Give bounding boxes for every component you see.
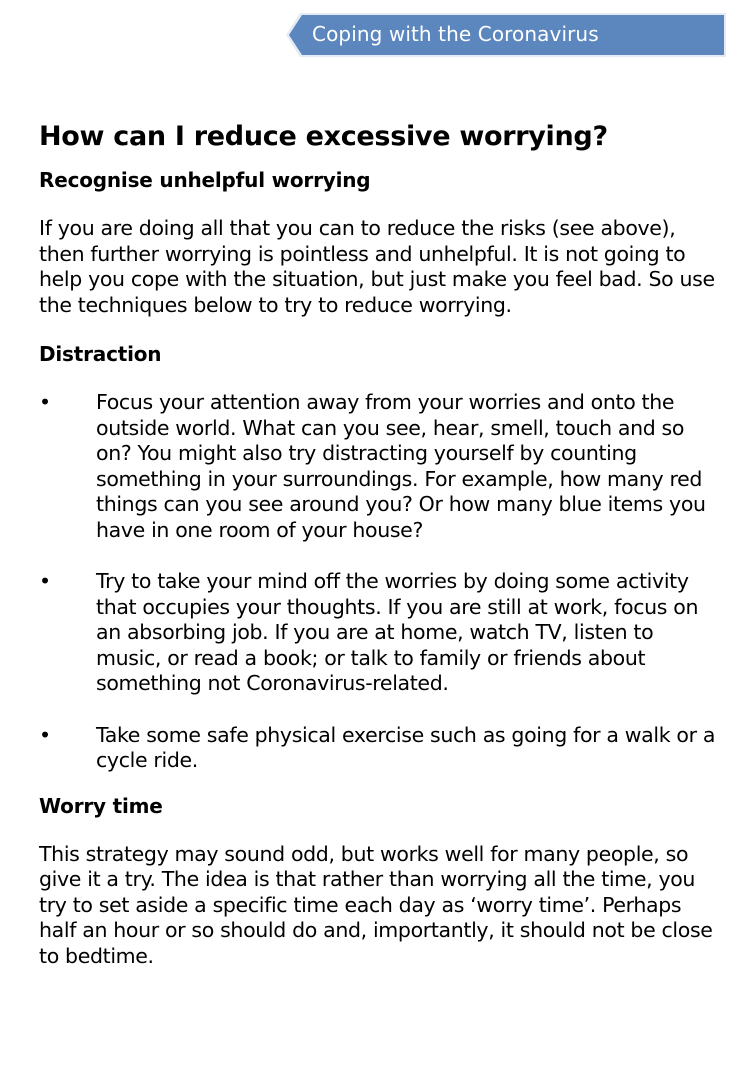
page-title: How can I reduce excessive worrying? [39, 121, 608, 152]
list-item-text: Focus your attention away from your worries and onto the outside world. What can you see, hear, smell, touch and so on? You might also try distracting yourself by counting something in your surroundings. For example, how many red things can you see around you? Or how many blue items you have in one room of your house? [96, 390, 706, 542]
list-item-text: Take some safe physical exercise such as going for a walk or a cycle ride. [96, 722, 716, 772]
bullet-icon: • [39, 722, 52, 747]
list-item-text: Try to take your mind off the worries by doing some activity that occupies your thoughts. If you are still at work, focus on an absorbing job. If you are at home, watch TV, listen to music, or read a book; or talk to family or friends about something not Coronavirus-related. [96, 569, 699, 695]
section-heading-worry-time: Worry time [39, 793, 163, 818]
paragraph-recognise: If you are doing all that you can to reduce the risks (see above), then further worrying is pointless and unhelpful. It is not going to help you cope with the situation, but just make you feel bad. So use the techniques below to try to reduce worrying. [39, 216, 715, 317]
list-item [39, 569, 721, 697]
list-item [39, 723, 721, 774]
section-heading-recognise: Recognise unhelpful worrying [39, 168, 371, 192]
distraction-list [39, 390, 721, 774]
section-banner [286, 12, 726, 58]
list-item [39, 390, 721, 543]
bullet-icon: • [39, 390, 52, 414]
bullet-icon: • [39, 569, 52, 593]
section-heading-distraction: Distraction [39, 342, 162, 366]
banner-title: Coping with the Coronavirus [312, 22, 599, 46]
paragraph-worry-time: This strategy may sound odd, but works well for many people, so give it a try. The idea is that rather than worrying all the time, you try to set aside a specific time each day as ‘worry time’. Perhaps half an hour or so should do and, importantly, it should not be close to bedtime. [39, 841, 713, 968]
document-body [39, 112, 721, 969]
